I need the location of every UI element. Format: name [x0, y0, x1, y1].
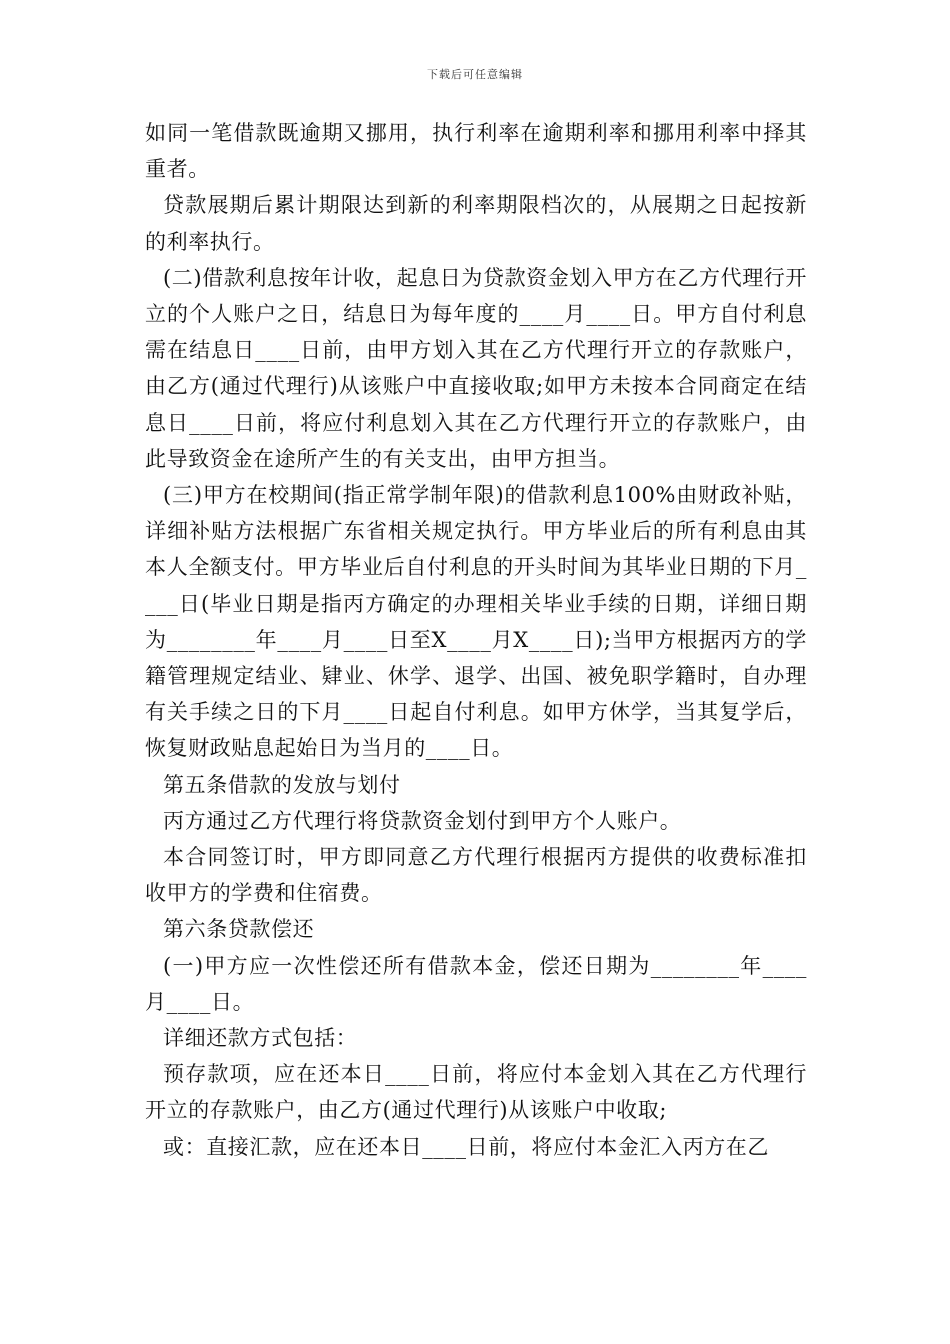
document-body [145, 115, 807, 1165]
paragraph: 本合同签订时，甲方即同意乙方代理行根据丙方提供的收费标准扣收甲方的学费和住宿费。 [145, 845, 807, 906]
paragraph: (一)甲方应一次性偿还所有借款本金，偿还日期为________年____月____日。 [145, 953, 807, 1014]
paragraph: (三)甲方在校期间(指正常学制年限)的借款利息100%由财政补贴，详细补贴方法根据广东省相关规定执行。甲方毕业后的所有利息由其本人全额支付。甲方毕业后自付利息的开头时间为其毕业日期的下月____日(毕业日期是指丙方确定的办理相关毕业手续的日期，详细日期为________年____月____日至X____月X____日);当甲方根据丙方的学籍管理规定结业、肄业、休学、退学、出国、被免职学籍时，自办理有关手续之日的下月____日起自付利息。如甲方休学，当其复学后，恢复财政贴息起始日为当月的____日。 [145, 483, 807, 761]
paragraph: 贷款展期后累计期限达到新的利率期限档次的，从展期之日起按新的利率执行。 [145, 193, 807, 254]
paragraph: 如同一笔借款既逾期又挪用，执行利率在逾期利率和挪用利率中择其重者。 [145, 121, 807, 182]
paragraph: 或：直接汇款，应在还本日____日前，将应付本金汇入丙方在乙 [163, 1134, 769, 1159]
section-heading: 第六条贷款偿还 [163, 917, 315, 942]
paragraph: (二)借款利息按年计收，起息日为贷款资金划入甲方在乙方代理行开立的个人账户之日，结息日为每年度的____月____日。甲方自付利息需在结息日____日前，由甲方划入其在乙方代理行开立的存款账户，由乙方(通过代理行)从该账户中直接收取;如甲方未按本合同商定在结息日____日前，将应付利息划入其在乙方代理行开立的存款账户，由此导致资金在途所产生的有关支出，由甲方担当。 [145, 265, 807, 471]
header-note: 下载后可任意编辑 [427, 68, 523, 81]
section-heading: 第五条借款的发放与划付 [163, 772, 401, 797]
paragraph: 丙方通过乙方代理行将贷款资金划付到甲方个人账户。 [163, 808, 682, 833]
paragraph: 详细还款方式包括： [163, 1026, 358, 1051]
paragraph: 预存款项，应在还本日____日前，将应付本金划入其在乙方代理行开立的存款账户，由乙方(通过代理行)从该账户中收取; [145, 1062, 807, 1123]
